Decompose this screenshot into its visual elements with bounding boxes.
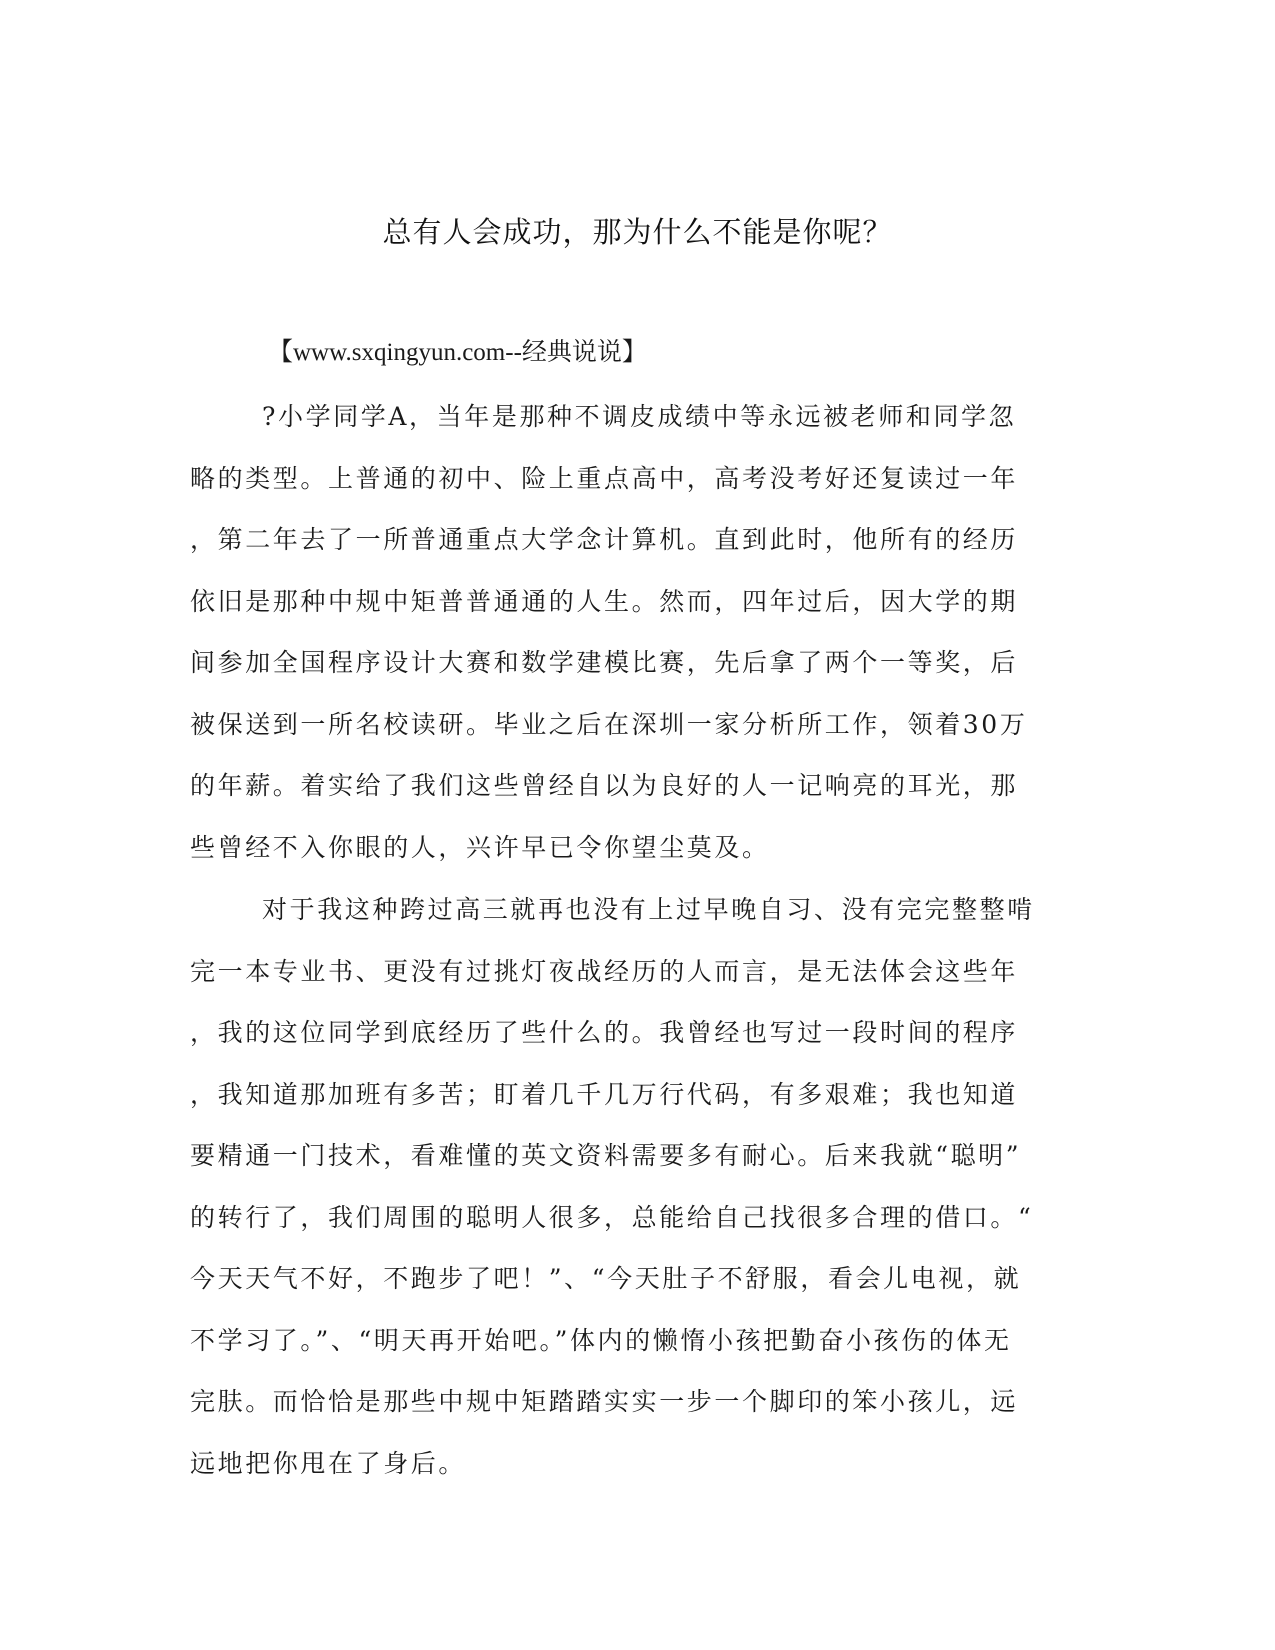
paragraph-line: 的转行了，我们周围的聪明人很多，总能给自己找很多合理的借口。“ xyxy=(190,1202,1034,1232)
source-line: 【www.sxqingyun.com--经典说说】 xyxy=(268,339,647,366)
paragraph-line: 被保送到一所名校读研。毕业之后在深圳一家分析所工作，领着30万 xyxy=(190,709,1028,739)
paragraph-line: 的年薪。着实给了我们这些曾经自以为良好的人一记响亮的耳光，那 xyxy=(190,771,1019,800)
document-title: 总有人会成功，那为什么不能是你呢？ xyxy=(382,215,893,249)
paragraph-line: 今天天气不好，不跑步了吧！”、“今天肚子不舒服，看会儿电视，就 xyxy=(190,1264,1022,1293)
paragraph-line: ，我知道那加班有多苦；盯着几千几万行代码，有多艰难；我也知道 xyxy=(190,1079,1019,1109)
paragraph-line: 要精通一门技术，看难懂的英文资料需要多有耐心。后来我就“聪明” xyxy=(190,1141,1022,1170)
paragraph-line: ，我的这位同学到底经历了些什么的。我曾经也写过一段时间的程序 xyxy=(190,1018,1019,1047)
paragraph-line: 些曾经不入你眼的人，兴许早已令你望尘莫及。 xyxy=(190,832,770,862)
paragraph-1 xyxy=(190,386,1080,878)
paragraph-line: 完肤。而恰恰是那些中规中矩踏踏实实一步一个脚印的笨小孩儿，远 xyxy=(190,1387,1019,1416)
paragraph-2 xyxy=(190,879,1080,1494)
paragraph-line: 略的类型。上普通的初中、险上重点高中，高考没考好还复读过一年 xyxy=(190,463,1019,493)
paragraph-line: 对于我这种跨过高三就再也没有上过早晚自习、没有完完整整啃 xyxy=(262,895,1035,924)
paragraph-line: ?小学同学A，当年是那种不调皮成绩中等永远被老师和同学忽 xyxy=(262,402,1017,431)
paragraph-line: 不学习了。”、“明天再开始吧。”体内的懒惰小孩把勤奋小孩伤的体无 xyxy=(190,1325,1012,1355)
paragraph-line: 远地把你甩在了身后。 xyxy=(190,1448,467,1478)
paragraph-line: 完一本专业书、更没有过挑灯夜战经历的人而言，是无法体会这些年 xyxy=(190,956,1019,986)
paragraph-line: ，第二年去了一所普通重点大学念计算机。直到此时，他所有的经历 xyxy=(190,525,1019,554)
paragraph-line: 依旧是那种中规中矩普普通通的人生。然而，四年过后，因大学的期 xyxy=(190,586,1019,616)
paragraph-line: 间参加全国程序设计大赛和数学建模比赛，先后拿了两个一等奖，后 xyxy=(190,648,1019,677)
